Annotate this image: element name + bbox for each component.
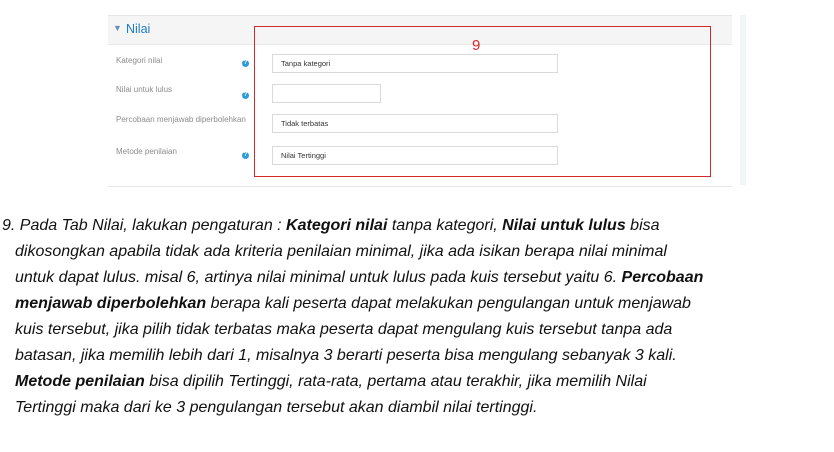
label-metode-penilaian: Metode penilaian [116,147,177,156]
text-line [15,369,647,395]
bold-term: Nilai untuk lulus [502,217,626,234]
annotation-number: 9 [472,37,481,54]
label-nilai-untuk-lulus: Nilai untuk lulus [116,85,173,94]
text-span: untuk dapat lulus. misal 6, artinya nilai minimal untuk lulus pada kuis tersebut yaitu 6. [15,269,622,286]
text-line: dikosongkan apabila tidak ada kriteria penilaian minimal, jika ada isikan berapa nilai minimal [15,243,667,260]
text-line: kuis tersebut, jika pilih tidak terbatas maka peserta dapat mengulang kuis tersebut tanpa ada [15,321,673,338]
help-icon[interactable]: ? [243,152,248,158]
help-icon[interactable]: ? [243,92,248,98]
scrollbar-track[interactable] [740,15,746,185]
text-span: bisa dipilih Tertinggi, rata-rata, pertama atau terakhir, jika memilih Nilai [144,373,647,390]
label-kategori-nilai: Kategori nilai [116,56,163,65]
text-span: bisa [625,217,660,234]
text-span: berapa kali peserta dapat melakukan pengulangan untuk menjawab [206,295,691,312]
annotation-highlight-box [254,26,711,177]
chevron-down-icon[interactable]: ▼ [113,23,122,33]
kategori-nilai-select[interactable]: Tanpa kategori [272,54,558,73]
text-line: Tertinggi maka dari ke 3 pengulangan tersebut akan diambil nilai tertinggi. [15,399,538,416]
metode-penilaian-select[interactable]: Nilai Tertinggi [272,146,558,165]
bold-term: Metode penilaian [15,373,145,390]
help-icon[interactable]: ? [243,60,248,66]
bold-term: Percobaan [621,269,704,286]
text-line [2,213,660,239]
text-line [15,291,691,317]
text-span: tanpa kategori, [387,217,503,234]
text-line: batasan, jika memilih lebih dari 1, misalnya 3 berarti peserta bisa mengulang sebanyak 3 kali. [15,347,677,364]
bold-term: menjawab diperbolehkan [15,295,207,312]
text-line [15,265,703,291]
bold-term: Kategori nilai [286,217,388,234]
percobaan-menjawab-select[interactable]: Tidak terbatas [272,114,558,133]
label-percobaan-menjawab: Percobaan menjawab diperbolehkan [116,115,246,124]
section-title: Nilai [126,22,151,36]
text-span: 9. Pada Tab Nilai, lakukan pengaturan : [2,217,287,234]
